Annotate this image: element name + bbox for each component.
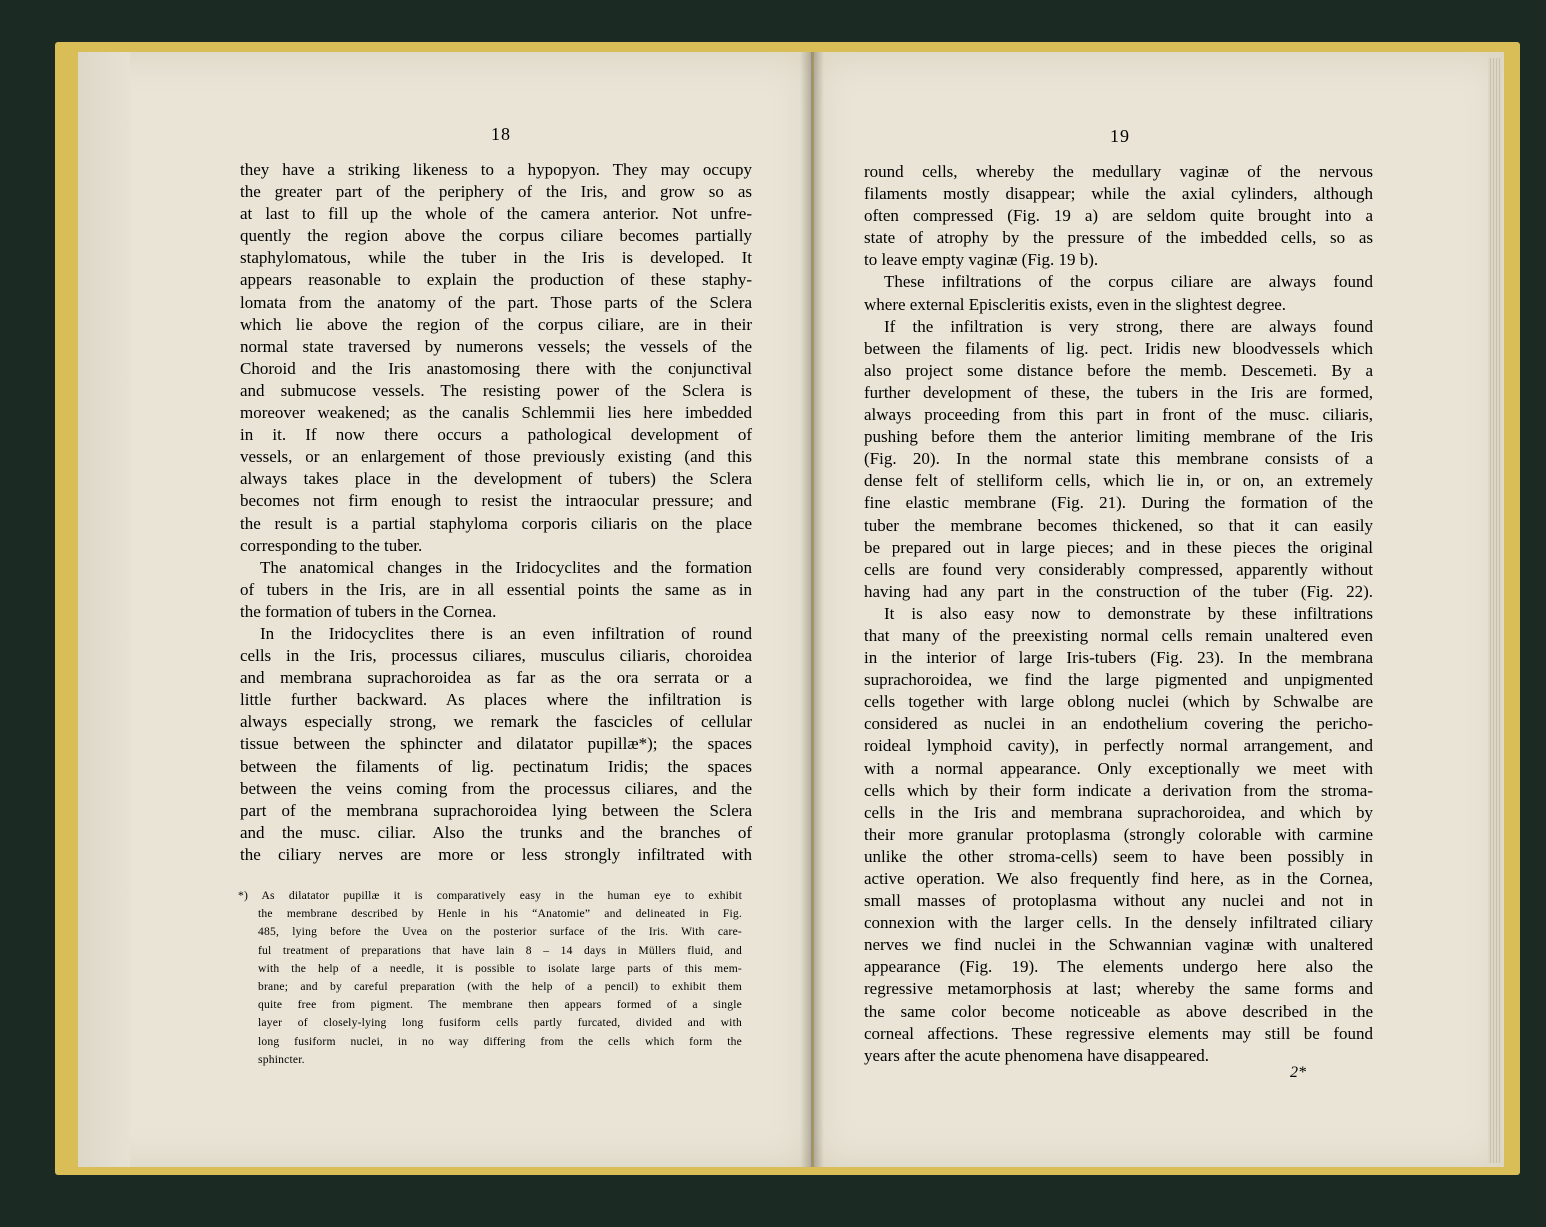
text-line: connexion with the larger cells. In the densely infiltrated ciliary bbox=[864, 913, 1373, 933]
text-line: little further backward. As places where the infiltration is bbox=[240, 690, 752, 710]
text-line: cells which by their form indicate a derivation from the stroma- bbox=[864, 780, 1373, 800]
text-line: fine elastic membrane (Fig. 21). During the formation of the bbox=[864, 493, 1373, 513]
text-line: and the musc. ciliar. Also the trunks and the branches of bbox=[240, 822, 752, 842]
footnote-line: 485, lying before the Uvea on the posterior surface of the Iris. With care- bbox=[258, 925, 742, 939]
text-line: Choroid and the Iris anastomosing there with the conjunctival bbox=[240, 358, 752, 378]
text-line: the ciliary nerves are more or less strongly infiltrated with bbox=[240, 844, 752, 864]
text-line: be prepared out in large pieces; and in these pieces the original bbox=[864, 537, 1373, 557]
text-line: normal state traversed by numerons vessels; the vessels of the bbox=[240, 336, 752, 356]
text-line: cells in the Iris and membrana suprachoroidea, and which by bbox=[864, 802, 1373, 822]
text-line: corresponding to the tuber. bbox=[240, 535, 423, 555]
footnote-line: long fusiform nuclei, in no way differing from the cells which form the bbox=[258, 1034, 742, 1048]
text-line: In the Iridocyclites there is an even infiltration of round bbox=[260, 623, 752, 643]
text-line: considered as nuclei in an endothelium covering the pericho- bbox=[864, 714, 1373, 734]
text-line: The anatomical changes in the Iridocyclites and the formation bbox=[260, 557, 752, 577]
text-line: round cells, whereby the medullary vaginæ of the nervous bbox=[864, 162, 1373, 181]
text-line: which lie above the region of the corpus ciliare, are in their bbox=[240, 314, 752, 334]
footnote-line: ful treatment of preparations that have lain 8 – 14 days in Müllers fluid, and bbox=[258, 943, 742, 957]
left-page-body bbox=[240, 159, 752, 866]
footnote-line: brane; and by careful preparation (with the help of a pencil) to exhibit them bbox=[258, 980, 742, 994]
text-line: tuber the membrane becomes thickened, so that it can easily bbox=[864, 515, 1373, 535]
text-line: moreover weakened; as the canalis Schlemmii lies here imbedded bbox=[240, 403, 752, 423]
left-page-number: 18 bbox=[491, 124, 511, 144]
text-line: appears reasonable to explain the production of these staphy- bbox=[240, 270, 752, 290]
text-line: (Fig. 20). In the normal state this membrane consists of a bbox=[864, 449, 1373, 469]
footnote-line: with the help of a needle, it is possible to isolate large parts of this mem- bbox=[258, 961, 742, 975]
text-line: state of atrophy by the pressure of the imbedded cells, so as bbox=[864, 228, 1373, 248]
text-line: the result is a partial staphyloma corporis ciliaris on the place bbox=[240, 513, 752, 533]
text-line: cells together with large oblong nuclei (which by Schwalbe are bbox=[864, 692, 1373, 712]
right-page-edge bbox=[1488, 58, 1502, 1163]
text-line: lomata from the anatomy of the part. Those parts of the Sclera bbox=[240, 292, 752, 312]
text-line: that many of the preexisting normal cells remain unaltered even bbox=[864, 625, 1373, 645]
footnote-line: the membrane described by Henle in his “Anatomie” and delineated in Fig. bbox=[258, 907, 742, 921]
footnote-line: layer of closely-lying long fusiform cells partly furcated, divided and with bbox=[258, 1016, 742, 1030]
text-line: These infiltrations of the corpus ciliare are always found bbox=[884, 272, 1373, 292]
text-line: If the infiltration is very strong, there are always found bbox=[884, 316, 1373, 336]
text-line: part of the membrana suprachoroidea lying between the Sclera bbox=[240, 800, 752, 820]
footnote-line: quite free from pigment. The membrane then appears formed of a single bbox=[258, 998, 742, 1012]
text-line: between the filaments of lig. pect. Iridis new bloodvessels which bbox=[864, 338, 1373, 358]
text-line: further development of these, the tubers in the Iris are formed, bbox=[864, 382, 1373, 402]
text-line: also project some distance before the memb. Descemeti. By a bbox=[864, 360, 1373, 380]
text-line: at last to fill up the whole of the camera anterior. Not unfre- bbox=[240, 204, 752, 224]
text-line: quently the region above the corpus ciliare becomes partially bbox=[240, 226, 752, 246]
text-line: vessels, or an enlargement of those previously existing (and this bbox=[240, 447, 752, 467]
text-line: staphylomatous, while the tuber in the Iris is developed. It bbox=[240, 248, 752, 268]
text-line: in the interior of large Iris-tubers (Fig. 23). In the membrana bbox=[864, 648, 1373, 668]
text-line: often compressed (Fig. 19 a) are seldom quite brought into a bbox=[864, 206, 1373, 226]
text-line: nerves we find nuclei in the Schwannian vaginæ with unaltered bbox=[864, 935, 1373, 955]
text-line: to leave empty vaginæ (Fig. 19 b). bbox=[864, 250, 1099, 270]
book-gutter bbox=[800, 52, 824, 1167]
text-line: active operation. We also frequently find here, as in the Cornea, bbox=[864, 869, 1373, 888]
right-page-body bbox=[864, 161, 1373, 1067]
text-line: cells in the Iris, processus ciliares, musculus ciliaris, choroidea bbox=[240, 646, 752, 666]
text-line: where external Episcleritis exists, even in the slightest degree. bbox=[864, 294, 1287, 314]
text-line: roideal lymphoid cavity), in perfectly normal arrangement, and bbox=[864, 736, 1373, 756]
text-line: always takes place in the development of tubers) the Sclera bbox=[240, 469, 752, 489]
left-page-edge bbox=[78, 52, 130, 1167]
text-line: corneal affections. These regressive elements may still be found bbox=[864, 1023, 1373, 1043]
footnote-line: *) As dilatator pupillæ it is comparatively easy in the human eye to exhibit bbox=[238, 889, 742, 902]
text-line: always proceeding from this part in front of the musc. ciliaris, bbox=[864, 405, 1373, 425]
text-line: and membrana suprachoroidea as far as the ora serrata or a bbox=[240, 668, 752, 688]
text-line: appearance (Fig. 19). The elements undergo here also the bbox=[864, 957, 1373, 977]
text-line: the formation of tubers in the Cornea. bbox=[240, 601, 497, 621]
text-line: of tubers in the Iris, are in all essential points the same as in bbox=[240, 579, 752, 599]
text-line: cells are found very considerably compressed, apparently without bbox=[864, 559, 1373, 579]
right-page-number: 19 bbox=[1110, 126, 1130, 146]
text-line: pushing before them the anterior limiting membrane of the Iris bbox=[864, 427, 1373, 447]
text-line: years after the acute phenomena have disappeared. bbox=[864, 1045, 1210, 1065]
text-line: the greater part of the periphery of the Iris, and grow so as bbox=[240, 182, 752, 202]
text-line: and submucose vessels. The resisting power of the Sclera is bbox=[240, 380, 752, 400]
text-line: between the filaments of lig. pectinatum Iridis; the spaces bbox=[240, 756, 752, 776]
left-page-footnote bbox=[238, 887, 742, 1069]
text-line: having had any part in the construction of the tuber (Fig. 22). bbox=[864, 581, 1373, 601]
footnote-line: sphincter. bbox=[258, 1052, 305, 1066]
text-line: they have a striking likeness to a hypopyon. They may occupy bbox=[240, 160, 752, 179]
text-line: tissue between the sphincter and dilatator pupillæ*); the spaces bbox=[240, 734, 752, 754]
text-line: in it. If now there occurs a pathological development of bbox=[240, 425, 752, 445]
text-line: filaments mostly disappear; while the axial cylinders, although bbox=[864, 184, 1373, 204]
signature-mark: 2* bbox=[1290, 1064, 1306, 1081]
text-line: small masses of protoplasma without any nuclei and not in bbox=[864, 891, 1373, 911]
text-line: their more granular protoplasma (strongly colorable with carmine bbox=[864, 824, 1373, 844]
text-line: unlike the other stroma-cells) seem to have been possibly in bbox=[864, 846, 1373, 866]
text-line: suprachoroidea, we find the large pigmented and unpigmented bbox=[864, 670, 1373, 690]
text-line: with a normal appearance. Only exceptionally we meet with bbox=[864, 758, 1373, 778]
text-line: dense felt of stelliform cells, which lie in, or on, an extremely bbox=[864, 471, 1373, 491]
text-line: between the veins coming from the processus ciliares, and the bbox=[240, 778, 752, 798]
text-line: becomes not firm enough to resist the intraocular pressure; and bbox=[240, 491, 752, 511]
text-line: the same color become noticeable as above described in the bbox=[864, 1001, 1373, 1021]
text-line: always especially strong, we remark the fascicles of cellular bbox=[240, 712, 752, 732]
text-line: regressive metamorphosis at last; whereby the same forms and bbox=[864, 979, 1373, 999]
text-line: It is also easy now to demonstrate by these infiltrations bbox=[884, 603, 1373, 623]
